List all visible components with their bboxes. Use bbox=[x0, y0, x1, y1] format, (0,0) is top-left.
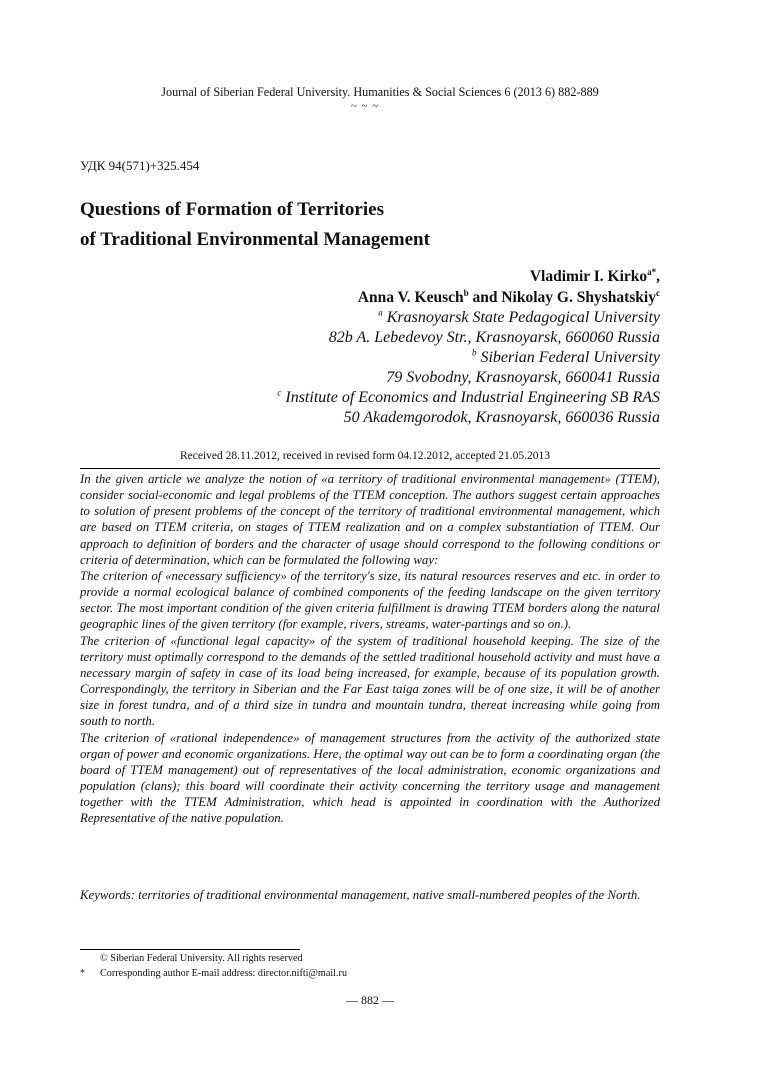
affiliation-c bbox=[60, 388, 660, 408]
abstract bbox=[80, 471, 660, 826]
title-line-2: of Traditional Environmental Management bbox=[80, 229, 430, 250]
affiliation-c-name: Institute of Economics and Industrial Engineering SB RAS bbox=[281, 389, 660, 406]
author-keusch-sup: b bbox=[463, 287, 469, 298]
affiliation-c-sup: c bbox=[277, 387, 282, 398]
received-dates: Received 28.11.2012, received in revised form 04.12.2012, accepted 21.05.2013 bbox=[179, 450, 551, 462]
title-line-1: Questions of Formation of Territories bbox=[80, 199, 384, 220]
header-separator: ~ ~ ~ bbox=[350, 100, 380, 112]
page-number: — 882 — bbox=[346, 993, 394, 1007]
author-shyshatskiy-sup: c bbox=[656, 287, 660, 298]
author-line-2 bbox=[60, 287, 660, 308]
footnote-star: * bbox=[80, 968, 86, 979]
affiliation-c-address: 50 Akademgorodok, Krasnoyarsk, 660036 Russia bbox=[343, 409, 660, 426]
abstract-paragraph-2: The criterion of «necessary sufficiency» of the territory's size, its natural resources reserves and etc. in order to provide a normal ecological balance of combined components of the feeding landscape on the given territory sector. The most important condition of the given criteria fulfillment is drawing TTEM borders along the natural geographic lines of the given territory (for example, rivers, streams, water-partings and so on.). bbox=[80, 568, 660, 632]
footnote-rule bbox=[80, 949, 300, 950]
affiliation-a bbox=[60, 308, 660, 328]
footnote-copyright: © Siberian Federal University. All rights reserved bbox=[100, 953, 303, 964]
affiliation-a-name: Krasnoyarsk State Pedagogical University bbox=[382, 309, 660, 326]
author-line-1 bbox=[60, 266, 660, 287]
affiliation-b bbox=[60, 348, 660, 368]
author-kirko-sup: a* bbox=[647, 266, 657, 277]
abstract-paragraph-3: The criterion of «functional legal capacity» of the system of traditional household keeping. The size of the territory must optimally correspond to the demands of the settled traditional household activity and must have a necessary margin of safety in case of its load being increased, for example, because of its population growth. Correspondingly, the territory in Siberian and the Far East taiga zones will be of one size, it will be of another size in forest tundra, and of a third size in tundra and mountain tundra, thereat increasing while going from south to north. bbox=[80, 633, 660, 729]
keywords: Keywords: territories of traditional environmental management, native small-numbered peoples of the North. bbox=[80, 888, 641, 902]
affiliation-b-sup: b bbox=[471, 347, 477, 358]
footnote-corresponding: Corresponding author E-mail address: director.nifti@mail.ru bbox=[100, 968, 348, 979]
article-title bbox=[80, 195, 680, 255]
affiliation-a-address: 82b A. Lebedevoy Str., Krasnoyarsk, 660060 Russia bbox=[328, 329, 660, 346]
abstract-rule bbox=[80, 468, 660, 469]
affiliation-b-name: Siberian Federal University bbox=[476, 349, 660, 366]
affiliations-block bbox=[60, 308, 660, 428]
abstract-paragraph-1: In the given article we analyze the notion of «a territory of traditional environmental management» (TTEM), consider social-economic and legal problems of the TTEM conception. The authors suggest certain approaches to solution of present problems of the concept of the territory of traditional environmental management, which are based on TTEM criteria, on stages of TTEM realization and on a complex substantiation of TTEM. Our approach to definition of borders and the character of usage should correspond to the following conditions or criteria of determination, which can be formulated the following way: bbox=[80, 472, 660, 567]
udk-code: УДК 94(571)+325.454 bbox=[80, 158, 200, 173]
authors-block bbox=[60, 266, 660, 308]
author-comma: , bbox=[656, 268, 660, 285]
author-keusch: Anna V. Keusch bbox=[357, 289, 464, 306]
author-kirko: Vladimir I. Kirko bbox=[529, 268, 648, 285]
affiliation-b-address: 79 Svobodny, Krasnoyarsk, 660041 Russia bbox=[386, 369, 660, 386]
journal-header: Journal of Siberian Federal University. Humanities & Social Sciences 6 (2013 6) 882-889 bbox=[161, 85, 599, 99]
author-shyshatskiy: and Nikolay G. Shyshatskiy bbox=[468, 289, 656, 306]
affiliation-a-sup: a bbox=[378, 307, 383, 318]
abstract-paragraph-4: The criterion of «rational independence» of management structures from the activity of the authorized state organ of power and economic organizations. Here, the optimal way out can be to form a coordinating organ (the board of TTEM management) out of representatives of the local administration, economic organizations and population (clans); this board will coordinate their activity concerning the territory usage and management together with the TTEM Administration, which head is appointed in coordination with the Authorized Representative of the native population. bbox=[80, 730, 660, 826]
